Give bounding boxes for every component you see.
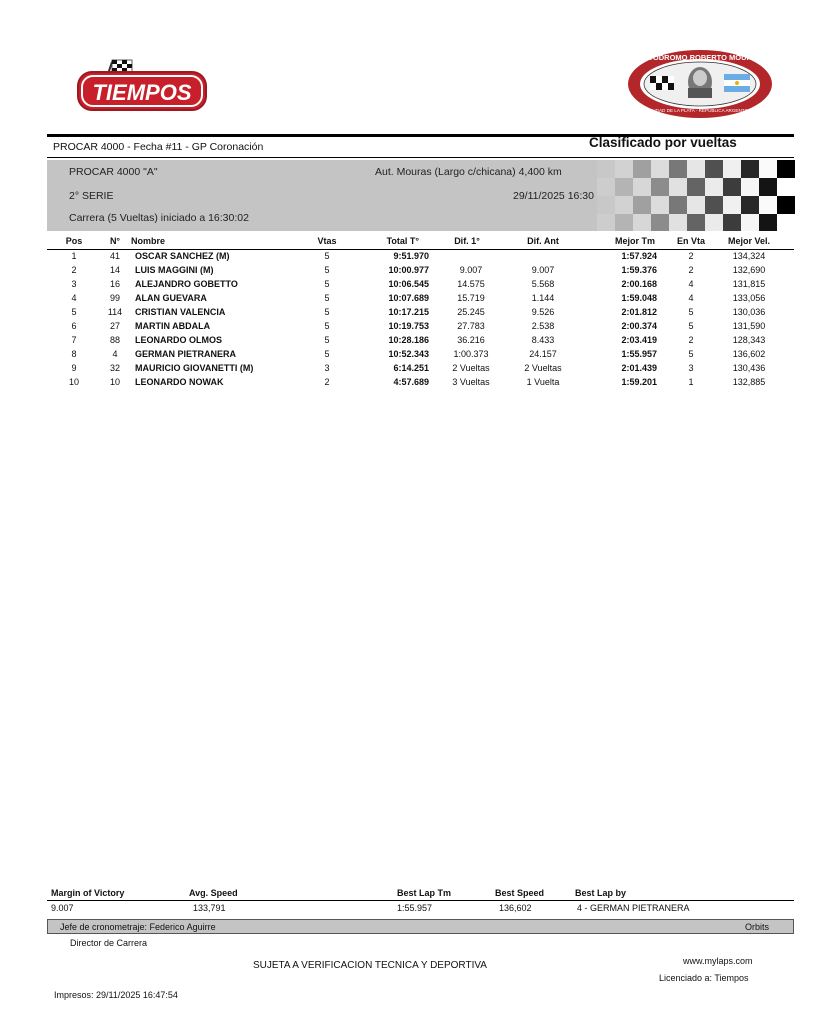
printed-timestamp: Impresos: 29/11/2025 16:47:54 [54,990,178,1000]
table-row [47,292,794,306]
cell-best: 2:01.439 [621,363,657,373]
class-name: PROCAR 4000 "A" [69,166,158,178]
cell-best: 1:57.924 [621,251,657,261]
summary-best-speed: 136,602 [499,903,532,913]
cell-num: 41 [109,251,120,261]
cell-total: 10:52.343 [388,349,429,359]
cell-onlap: 2 [688,251,694,261]
cell-difant: 2.538 [531,321,555,331]
cell-total: 10:19.753 [388,321,429,331]
cell-pos: 6 [71,321,77,331]
cell-onlap: 5 [688,321,694,331]
table-row [47,250,794,264]
event-title: PROCAR 4000 - Fecha #11 - GP Coronación [53,141,264,153]
table-row [47,264,794,278]
cell-total: 10:07.689 [388,293,429,303]
cell-onlap: 2 [688,335,694,345]
table-row [47,376,794,390]
cell-best: 2:01.812 [621,307,657,317]
summary-header-avg-speed: Avg. Speed [189,888,238,898]
cell-laps: 5 [324,307,330,317]
header-num: N° [109,236,121,246]
header-best: Mejor Tm [614,236,655,246]
cell-total: 10:28.186 [388,335,429,345]
cell-speed: 131,590 [732,321,766,331]
cell-difant: 1 Vuelta [526,377,560,387]
table-row [47,306,794,320]
autodromo-mouras-logo [626,48,774,120]
report-title: Clasificado por vueltas [589,135,737,150]
cell-dif1: 1:00.373 [453,349,489,359]
cell-dif1: 2 Vueltas [452,363,490,373]
cell-pos: 8 [71,349,77,359]
race-director: Director de Carrera [70,938,148,948]
summary-avg-speed: 133,791 [193,903,226,913]
table-row [47,348,794,362]
cell-difant: 9.526 [531,307,555,317]
cell-laps: 2 [324,377,330,387]
cell-speed: 134,324 [732,251,766,261]
cell-best: 1:55.957 [621,349,657,359]
cell-dif1: 36.216 [457,335,485,345]
cell-speed: 132,690 [732,265,766,275]
cell-onlap: 2 [688,265,694,275]
cell-best: 1:59.376 [621,265,657,275]
summary-values [47,901,794,916]
summary-header-margin: Margin of Victory [51,888,125,898]
table-row [47,362,794,376]
cell-dif1: 3 Vueltas [452,377,490,387]
cell-speed: 130,036 [732,307,766,317]
cell-best: 2:00.168 [621,279,657,289]
session-info-panel [47,160,795,231]
cell-pos: 3 [71,279,77,289]
cell-dif1: 27.783 [457,321,485,331]
cell-name: GERMAN PIETRANERA [135,349,237,359]
header-speed: Mejor Vel. [727,236,771,246]
cell-num: 16 [109,279,120,289]
cell-name: ALAN GUEVARA [135,293,207,303]
cell-dif1: 14.575 [457,279,485,289]
summary-best-lap-tm: 1:55.957 [397,903,433,913]
cell-pos: 1 [71,251,77,261]
title-row [47,137,794,157]
summary-best-lap-by: 4 - GERMAN PIETRANERA [577,903,690,913]
svg-text:AUTODROMO ROBERTO MOURAS: AUTODROMO ROBERTO MOURAS [637,53,763,62]
cell-total: 10:00.977 [388,265,429,275]
header-total: Total T° [386,236,419,246]
cell-name: MARTIN ABDALA [135,321,211,331]
cell-total: 9:51.970 [393,251,429,261]
cell-onlap: 4 [688,279,694,289]
summary-margin: 9.007 [51,903,74,913]
cell-laps: 5 [324,349,330,359]
cell-pos: 9 [71,363,77,373]
cell-difant: 2 Vueltas [524,363,562,373]
session-datetime: 29/11/2025 16:30 [513,190,594,202]
track-name: Aut. Mouras (Largo c/chicana) 4,400 km [375,166,562,178]
results-table [47,235,794,390]
cell-best: 2:03.419 [621,335,657,345]
cell-onlap: 3 [688,363,694,373]
cell-laps: 5 [324,293,330,303]
cell-speed: 132,885 [732,377,766,387]
checkered-flag-graphic [597,160,795,231]
cell-num: 32 [109,363,120,373]
title-underline [47,157,794,158]
cell-num: 114 [107,307,123,317]
cell-total: 10:17.215 [388,307,429,317]
cell-onlap: 5 [688,307,694,317]
cell-total: 10:06.545 [388,279,429,289]
cell-best: 1:59.201 [621,377,657,387]
cell-num: 14 [109,265,120,275]
cell-num: 88 [109,335,120,345]
header-difant: Dif. Ant [527,236,559,246]
cell-onlap: 5 [688,349,694,359]
cell-num: 99 [109,293,120,303]
cell-best: 1:59.048 [621,293,657,303]
cell-difant: 5.568 [531,279,555,289]
svg-text:CIUDAD DE LA PLATA - REPUBLICA: CIUDAD DE LA PLATA - REPUBLICA ARGENTINA [647,108,753,113]
race-summary [47,886,794,916]
cell-name: ALEJANDRO GOBETTO [135,279,238,289]
cell-laps: 5 [324,279,330,289]
website: www.mylaps.com [683,956,753,966]
summary-header-best-lap-tm: Best Lap Tm [397,888,452,898]
cell-onlap: 4 [688,293,694,303]
table-row [47,334,794,348]
cell-name: LEONARDO NOWAK [135,377,224,387]
session-name: 2° SERIE [69,190,114,202]
cell-laps: 5 [324,321,330,331]
header-onlap: En Vta [676,236,705,246]
cell-best: 2:00.374 [621,321,657,331]
cell-speed: 130,436 [732,363,766,373]
cell-name: LUIS MAGGINI (M) [135,265,214,275]
disclaimer: SUJETA A VERIFICACION TECNICA Y DEPORTIVA [253,960,487,971]
cell-num: 27 [109,321,120,331]
cell-pos: 10 [68,377,79,387]
table-header [47,235,794,250]
cell-dif1: 9.007 [459,265,483,275]
cell-name: CRISTIAN VALENCIA [135,307,226,317]
table-body [47,250,794,390]
cell-laps: 5 [324,251,330,261]
cell-difant: 8.433 [531,335,555,345]
cell-name: MAURICIO GIOVANETTI (M) [135,363,254,373]
summary-header-best-speed: Best Speed [495,888,545,898]
officials-bar [47,919,794,934]
table-row [47,278,794,292]
header-dif1: Dif. 1° [454,236,480,246]
summary-header-best-lap-by: Best Lap by [575,888,627,898]
cell-dif1: 25.245 [457,307,485,317]
cell-total: 6:14.251 [393,363,429,373]
cell-name: LEONARDO OLMOS [135,335,222,345]
cell-speed: 136,602 [732,349,766,359]
orbits-label: Orbits [744,922,769,932]
cell-speed: 128,343 [732,335,766,345]
summary-header [47,886,794,901]
cell-laps: 5 [324,335,330,345]
cell-pos: 2 [71,265,77,275]
timekeeper: Jefe de cronometraje: Federico Aguirre [60,922,216,932]
tiempos-logo [76,58,208,114]
cell-pos: 7 [71,335,77,345]
cell-difant: 9.007 [531,265,555,275]
licensee: Licenciado a: Tiempos [659,973,749,983]
cell-num: 10 [109,377,120,387]
cell-laps: 3 [324,363,330,373]
cell-name: OSCAR SANCHEZ (M) [135,251,230,261]
cell-pos: 4 [71,293,77,303]
cell-num: 4 [112,349,118,359]
table-row [47,320,794,334]
cell-speed: 133,056 [732,293,766,303]
cell-total: 4:57.689 [393,377,429,387]
cell-difant: 24.157 [529,349,557,359]
cell-dif1: 15.719 [457,293,485,303]
cell-pos: 5 [71,307,77,317]
header-name: Nombre [131,236,166,246]
cell-laps: 5 [324,265,330,275]
svg-text:TIEMPOS: TIEMPOS [92,80,192,105]
race-info: Carrera (5 Vueltas) iniciado a 16:30:02 [69,212,249,224]
cell-onlap: 1 [688,377,694,387]
header-pos: Pos [65,236,83,246]
header-laps: Vtas [317,236,337,246]
cell-difant: 1.144 [531,293,555,303]
cell-speed: 131,815 [732,279,766,289]
